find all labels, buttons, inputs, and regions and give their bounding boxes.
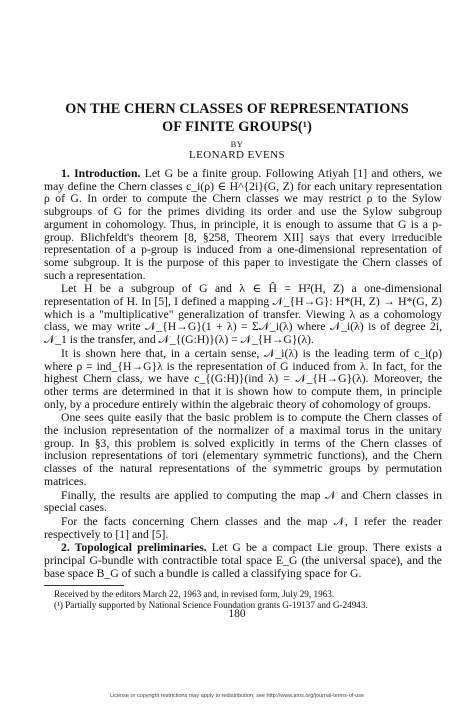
paragraph xyxy=(44,490,442,515)
paragraph-introduction xyxy=(44,168,442,282)
footnote-rule xyxy=(44,585,124,586)
footnote-support: (¹) Partially supported by National Science Foundation grants G-19137 and G-24943. xyxy=(54,600,368,610)
paragraph-text: Let G be a finite group. Following Atiyah [1] and others, we may define the Chern classes c_i(ρ) ∈ H^{2i}(G, Z) for each unitary representation ρ of G. In order to compute the Chern classes we may restrict ρ to the Sylow subgroups of G for the primes dividing its order and use the Sylow subgroup argument in cohomology. Thus, in principle, it is enough to assume that G is a p-group. Blichfeldt's theorem [8, §258, Theorem XII] says that every irreducible representation of a p-group is induced from a one-dimensional representation of some subgroup. It is the purpose of this paper to investigate the Chern classes of such a representation. xyxy=(44,167,442,282)
paper-title-line-1: ON THE CHERN CLASSES OF REPRESENTATIONS xyxy=(65,101,409,117)
paragraph-text: One sees quite easily that the basic problem is to compute the Chern classes of the inclusion representation of the normalizer of a maximal torus in the unitary group. In §3, this problem is solved explicitly in terms of the Chern classes of inclusion representations of tori (elementary symmetric functions), and the Chern classes of the natural representations of the symmetric groups by permutation matrices. xyxy=(44,411,442,488)
paragraph-topological-preliminaries xyxy=(44,542,442,580)
paper-title-line-2: OF FINITE GROUPS(¹) xyxy=(162,119,312,135)
footnote-received: Received by the editors March 22, 1963 and, in revised form, July 29, 1963. xyxy=(54,589,335,599)
paragraph-text: Finally, the results are applied to computing the map 𝒩 and Chern classes in special cases. xyxy=(44,488,442,515)
paragraph-text: It is shown here that, in a certain sense, 𝒩_i(λ) is the leading term of c_i(ρ) where ρ = ind_{H→G}λ is the representation of G induced from λ. In fact, for the highest Chern class, we have c_{(G:H)}(ind λ) = 𝒩_{H→G}(λ). Moreover, the other terms are determined in that it is shown how to compute them, in principle only, by a procedure entirely within the algebraic theory of cohomology of groups. xyxy=(44,346,442,411)
paragraph xyxy=(44,283,442,347)
paragraph xyxy=(44,516,442,541)
section-heading: 1. Introduction. xyxy=(61,167,141,180)
body-text xyxy=(44,168,442,582)
paragraph-text: For the facts concerning Chern classes and the map 𝒩, I refer the reader respectively to [1] and [5]. xyxy=(44,514,442,541)
paragraph-text: Let H be a subgroup of G and λ ∈ Ĥ = H²(H, Z) a one-dimensional representation of H. In [5], I defined a mapping 𝒩_{H→G}: H*(H, Z) → H*(G, Z) which is a "multiplicative" generalization of transfer. Viewing λ as a cohomology class, we may write 𝒩_{H→G}(1 + λ) = Σ𝒩_i(λ) where 𝒩_i(λ) is of degree 2i, 𝒩_1 is the transfer, and 𝒩_{(G:H)}(λ) = 𝒩_{H→G}(λ). xyxy=(44,282,442,347)
paragraph xyxy=(44,348,442,412)
paragraph xyxy=(44,412,442,488)
page-number: 180 xyxy=(228,608,246,620)
section-heading: 2. Topological preliminaries. xyxy=(61,541,207,555)
license-notice: License or copyright restrictions may apply to redistribution; see http://www.ams.org/journal-terms-of-use xyxy=(109,693,365,699)
author-name: LEONARD EVENS xyxy=(189,149,285,161)
byline-label: BY xyxy=(230,139,244,149)
paragraph-text: Let G be a compact Lie group. There exists a principal G-bundle with contractible total space E_G (the universal space), and the base space B_G of such a bundle is called a classifying space for G. xyxy=(44,541,442,580)
